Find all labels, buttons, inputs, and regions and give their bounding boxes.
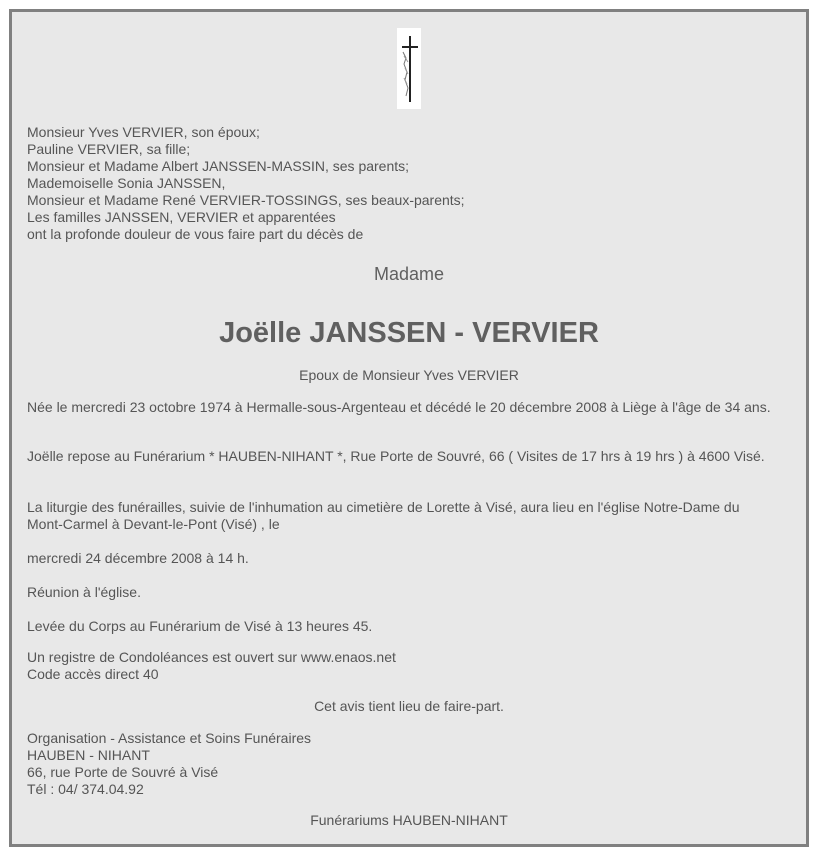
- family-line: Monsieur Yves VERVIER, son époux;: [27, 124, 260, 140]
- notice-text: Cet avis tient lieu de faire-part.: [314, 698, 504, 714]
- repose-text: Joëlle repose au Funérarium * HAUBEN-NIHANT *, Rue Porte de Souvré, 66 ( Visites de 17 hrs à 19 hrs ) à 4600 Visé.: [27, 448, 765, 464]
- organisation-line: 66, rue Porte de Souvré à Visé: [27, 764, 219, 780]
- organisation-line: Organisation - Assistance et Soins Funéraires: [27, 730, 312, 746]
- organisation-block: [27, 730, 311, 798]
- deceased-relation: Epoux de Monsieur Yves VERVIER: [299, 367, 519, 383]
- birth-death-text: Née le mercredi 23 octobre 1974 à Hermalle-sous-Argenteau et décédé le 20 décembre 2008 à Liège à l'âge de 34 ans.: [27, 399, 771, 415]
- deceased-name: Joëlle JANSSEN - VERVIER: [219, 317, 599, 349]
- family-line: Mademoiselle Sonia JANSSEN,: [27, 175, 226, 191]
- liturgy-text: La liturgie des funérailles, suivie de l'inhumation au cimetière de Lorette à Visé, aura lieu en l'église Notre-Dame du Mont-Carmel à Devant-le-Pont (Visé) , le: [27, 499, 740, 532]
- family-line: ont la profonde douleur de vous faire part du décès de: [27, 226, 364, 242]
- organisation-line: HAUBEN - NIHANT: [27, 747, 150, 763]
- family-line: Pauline VERVIER, sa fille;: [27, 141, 191, 157]
- levee-text: Levée du Corps au Funérarium de Visé à 13 heures 45.: [27, 618, 373, 634]
- deceased-title: Madame: [373, 264, 445, 284]
- death-notice-card: [9, 9, 809, 847]
- reunion-text: Réunion à l'église.: [27, 584, 141, 600]
- access-code: Code accès direct 40: [27, 666, 159, 682]
- family-list: [27, 124, 465, 243]
- cross-image: [397, 28, 421, 109]
- organisation-line: Tél : 04/ 374.04.92: [27, 781, 144, 797]
- footer-text: Funérariums HAUBEN-NIHANT: [310, 812, 508, 828]
- condolences-block: [27, 649, 396, 683]
- cross-icon: [397, 28, 421, 109]
- family-line: Monsieur et Madame René VERVIER-TOSSINGS, ses beaux-parents;: [27, 192, 465, 208]
- funeral-date: mercredi 24 décembre 2008 à 14 h.: [27, 550, 249, 566]
- registry-text: Un registre de Condoléances est ouvert sur www.enaos.net: [27, 649, 396, 665]
- family-line: Les familles JANSSEN, VERVIER et apparentées: [27, 209, 336, 225]
- family-line: Monsieur et Madame Albert JANSSEN-MASSIN, ses parents;: [27, 158, 410, 174]
